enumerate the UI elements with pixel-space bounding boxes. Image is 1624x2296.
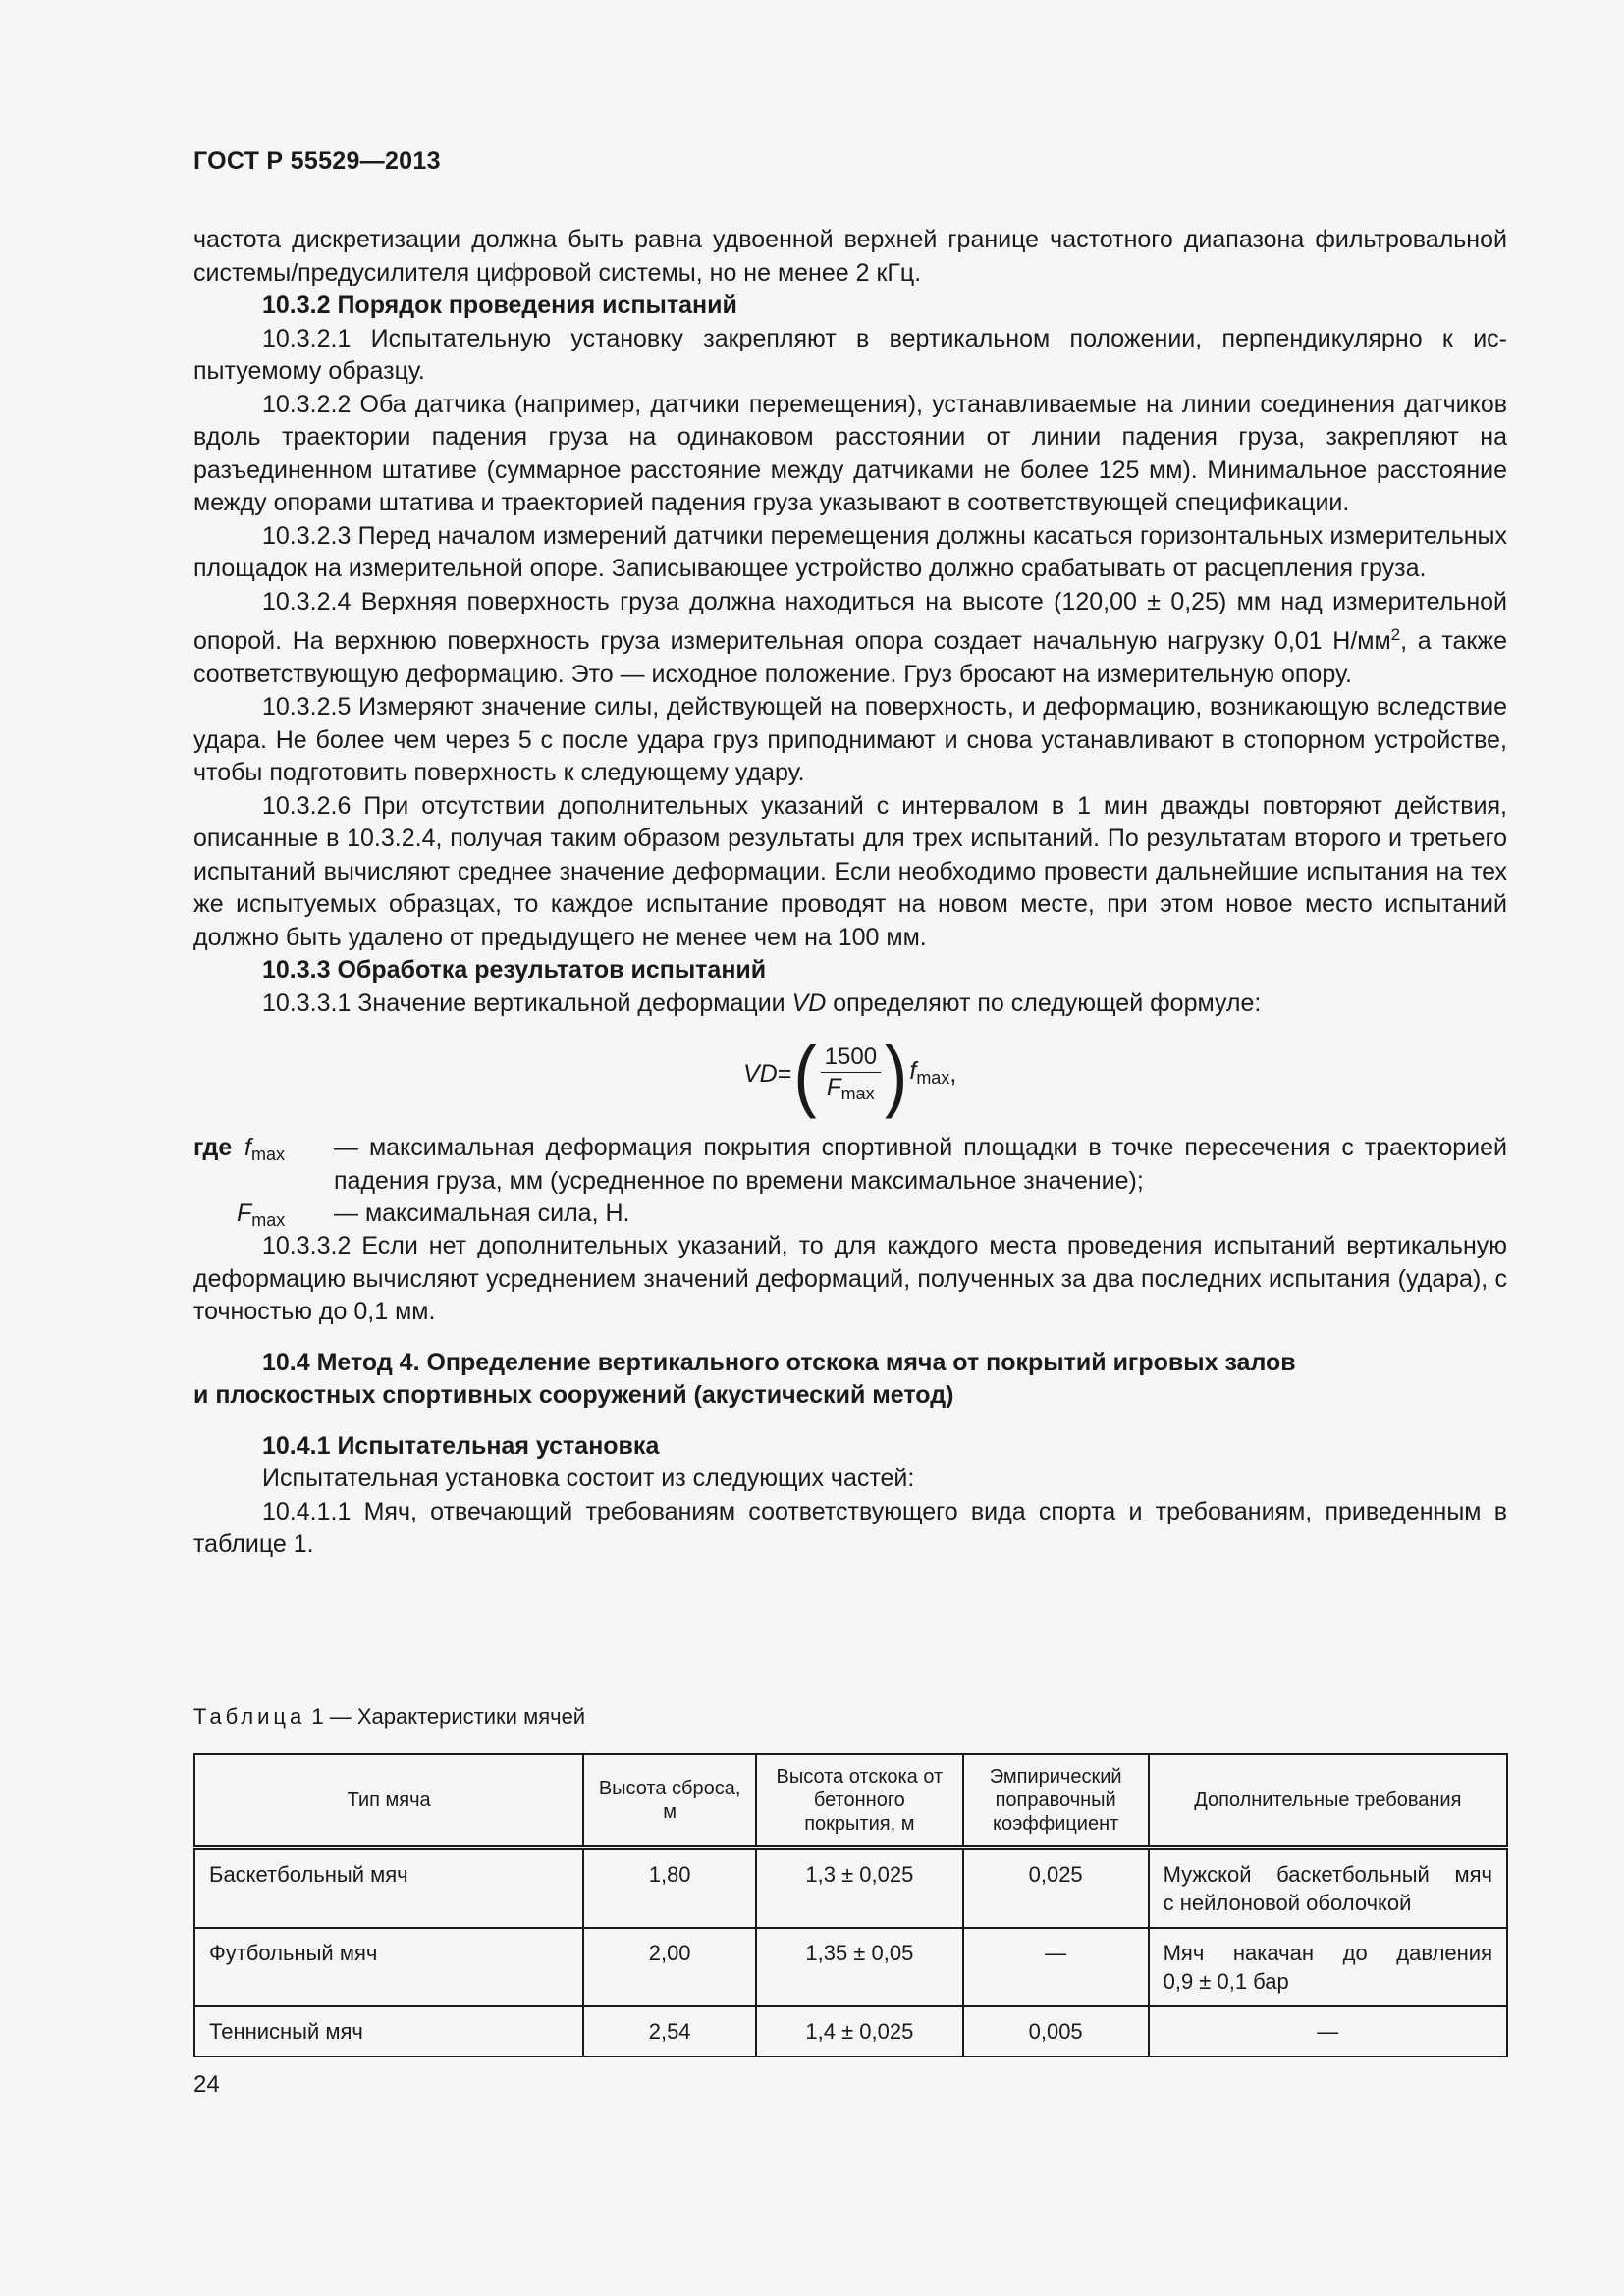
subscript: max [251,1210,286,1230]
text: 10.3.3.1 Значение вертикальной деформации [262,988,792,1017]
page-number: 24 [193,2071,220,2098]
variable: VD [791,988,827,1017]
formula-lhs: VD [743,1060,778,1089]
text: 10.3.2.4 Верхняя поверхность груза должна находиться на высоте (120,00 ± 0,25) мм над измерительной опорой. На верхнюю поверхность груза измерительная опора создает начальную нагрузку 0,01 Н/мм [193,587,1507,655]
formula-fraction [821,1042,881,1108]
left-paren-icon: ( [793,1031,817,1119]
table-cell: Теннисный мяч [194,2006,583,2056]
variable: F [237,1200,252,1227]
definition-symbol [244,1132,285,1172]
paragraph-10-3-2-5: 10.3.2.5 Измеряют значение силы, действующей на поверхность, и деформацию, возникающую вследствие удара. Не более чем через 5 с после удара груз приподнимают и снова устанавливают в стопорном устройстве, чтобы подготовить поверхность к следующему удару. [193,693,1507,786]
cell-line: Мужской баскетбольный мяч [1163,1862,1492,1887]
subscript: max [250,1145,285,1164]
formula-equals: = [777,1060,792,1089]
paragraph-10-3-2-6: 10.3.2.6 При отсутствии дополнительных указаний с интервалом в 1 мин дважды повторяют действия, описанные в 10.3.2.4, получая таким образом результаты для трех испытаний. По результатам второго и третьего испытаний вычисляют среднее значение деформации. Если необходимо провести дальнейшие испытания на тех же испытуемых образцах, то каждое испытание проводят на новом месте, при этом новое место испытаний должно быть удалено от предыдущего не менее чем на 100 мм. [193,791,1507,951]
variable: f [909,1056,917,1085]
cell-line: с нейлоновой оболочкой [1163,1891,1412,1915]
column-header: Высота отскока от бетонного покрытия, м [756,1754,963,1848]
table-cell: Баскетбольный мяч [194,1848,583,1929]
table-cell: 1,35 ± 0,05 [756,1928,963,2006]
formula-denominator [823,1073,879,1108]
formula [193,1028,1507,1122]
table-cell: Футбольный мяч [194,1928,583,2006]
paragraph-10-3-2-1: 10.3.2.1 Испытательную установку закрепляют в вертикальном положении, перпендикулярно к испытуемому образцу. [193,324,1507,385]
formula-tail: , [949,1060,957,1089]
table-cell: 0,005 [963,2006,1149,2056]
table-cell [1149,1848,1507,1929]
formula-numerator: 1500 [821,1042,881,1073]
column-header: Высота сброса, м [583,1754,756,1848]
document-header: ГОСТ Р 55529—2013 [193,147,441,175]
column-header: Эмпирический поправочный коэффициент [963,1754,1149,1848]
text: Таблица [193,1704,306,1729]
table-row [194,1848,1507,1929]
text: 1 — Характеристики мячей [305,1704,586,1729]
right-paren-icon: ) [885,1031,908,1119]
column-header: Дополнительные требования [1149,1754,1507,1848]
variable: f [244,1134,251,1161]
table-cell: 0,025 [963,1848,1149,1929]
text: , а также соответствующую деформацию. Это — исходное положение. Груз бросают на измерительную опору. [193,627,1507,688]
ball-characteristics-table [193,1753,1508,2057]
table-row [194,2006,1507,2056]
formula-factor [909,1055,949,1095]
variable: F [827,1073,841,1100]
paragraph-10-3-3-2: 10.3.3.2 Если нет дополнительных указаний, то для каждого места проведения испытаний вертикальную деформацию вычисляют усреднением значений деформаций, полученных за два последних испытания (удара), с точностью до 0,1 мм. [193,1232,1507,1325]
document-body [193,224,1507,1562]
paragraph-10-3-2-4 [193,586,1507,692]
where-label: где [193,1134,233,1161]
section-heading-10-3-2: 10.3.2 Порядок проведения испытаний [262,292,737,319]
section-heading-10-4 [193,1347,1507,1413]
table-cell: 2,54 [583,2006,756,2056]
table-cell: 1,3 ± 0,025 [756,1848,963,1929]
variable-definitions [193,1132,1507,1230]
paragraph-10-3-2-2: 10.3.2.2 Оба датчика (например, датчики перемещения), устанавливаемые на линии соединения датчиков вдоль траектории падения груза на одинаковом расстоянии от линии падения груза, закрепляют на разъединенном штативе (суммарное расстояние между датчиками не более 125 мм). Минимальное расстояние между опорами штатива и траекторией падения груза указывают в соответствующей спецификации. [193,390,1507,516]
paragraph: частота дискретизации должна быть равна удвоенной верхней границе частотного диапазона фильтровальной системы/предусилителя цифровой системы, но не менее 2 кГц. [193,226,1507,287]
subscript: max [916,1067,950,1088]
paragraph-10-4-1-1: 10.4.1.1 Мяч, отвечающий требованиям соответствующего вида спорта и требованиям, приведенным в таблице 1. [193,1497,1507,1558]
definition-text: — максимальная деформация покрытия спортивной площадки в точке пересечения с траекторией падения груза, мм (усредненное по времени максимальное значение); [334,1134,1507,1195]
definition-text: — максимальная сила, Н. [334,1200,630,1227]
table-cell: — [963,1928,1149,2006]
table-cell [1149,1928,1507,2006]
table-cell: — [1149,2006,1507,2056]
definition-symbol [237,1198,285,1238]
section-heading-10-3-3: 10.3.3 Обработка результатов испытаний [262,956,767,984]
text: 10.4 Метод 4. Определение вертикального отскока мяча от покрытий игровых залов [262,1348,1296,1376]
table-header-row [194,1754,1507,1848]
subscript: max [840,1083,875,1103]
section-heading-10-4-1: 10.4.1 Испытательная установка [262,1431,660,1460]
superscript: 2 [1390,625,1401,644]
paragraph-10-3-2-3: 10.3.2.3 Перед началом измерений датчики перемещения должны касаться горизонтальных измерительных площадок на измерительной опоре. Записывающее устройство должно срабатывать от расцепления груза. [193,521,1507,582]
text: и плоскостных спортивных сооружений (акустический метод) [193,1381,954,1409]
table-cell: 1,80 [583,1848,756,1929]
table-cell: 1,4 ± 0,025 [756,2006,963,2056]
table-row [194,1928,1507,2006]
table-cell: 2,00 [583,1928,756,2006]
table-caption [193,1704,585,1730]
paragraph: Испытательная установка состоит из следующих частей: [262,1465,915,1492]
cell-line: 0,9 ± 0,1 бар [1163,1969,1289,1994]
paragraph-10-3-3-1 [193,988,1507,1021]
column-header: Тип мяча [194,1754,583,1848]
cell-line: Мяч накачан до давления [1163,1941,1492,1965]
text: определяют по следующей формуле: [826,988,1262,1017]
